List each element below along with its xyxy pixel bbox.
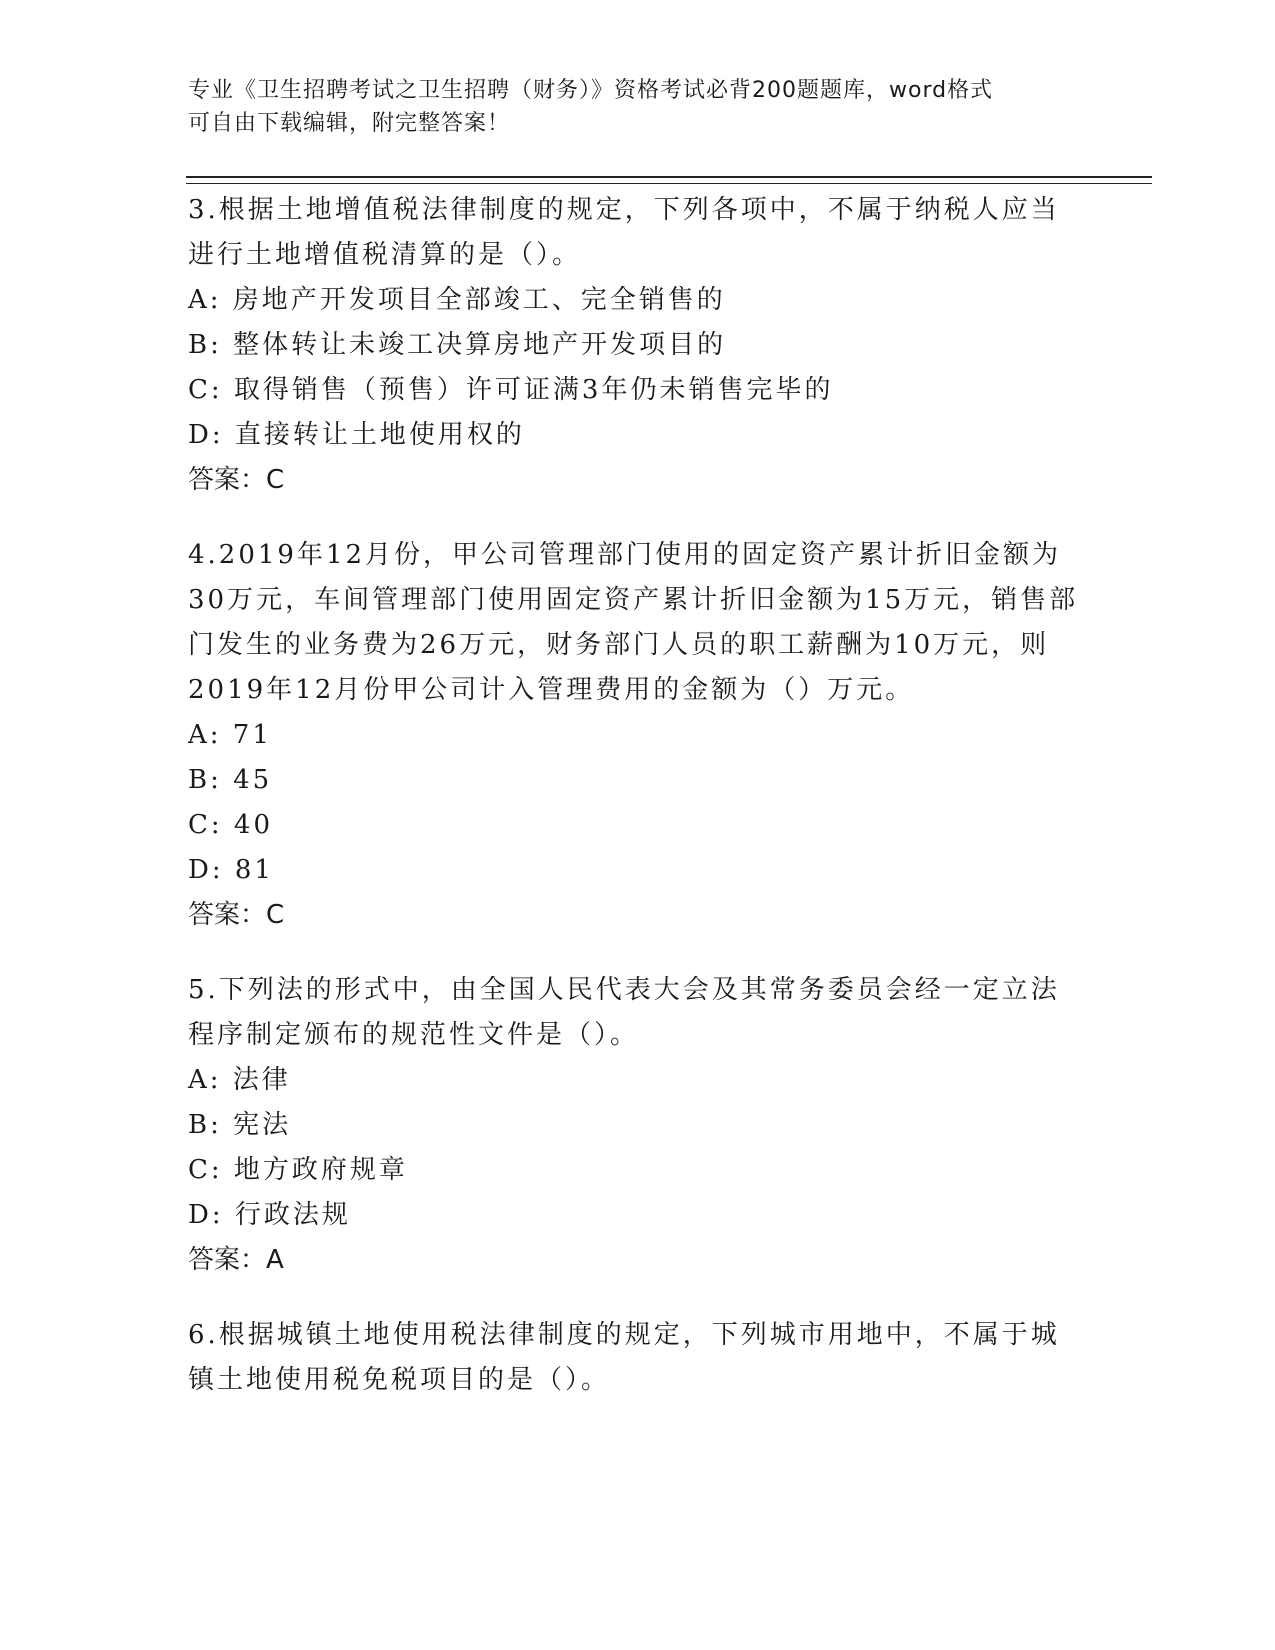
question-stem <box>188 533 1088 713</box>
question-stem <box>188 1313 1088 1403</box>
stem-line: 4.2019年12月份，甲公司管理部门使用的固定资产累计折旧金额为 <box>188 540 1062 570</box>
question-list <box>188 188 1088 1433</box>
stem-line: 3.根据土地增值税法律制度的规定，下列各项中，不属于纳税人应当 <box>188 195 1060 225</box>
option-a: A: 法律 <box>188 1065 291 1095</box>
question-3 <box>188 188 1088 503</box>
option-c: C: 地方政府规章 <box>188 1155 408 1185</box>
option-d: D: 直接转让土地使用权的 <box>188 420 525 450</box>
option-b: B: 45 <box>188 765 273 795</box>
option-a: A: 房地产开发项目全部竣工、完全销售的 <box>188 285 726 315</box>
stem-line: 6.根据城镇土地使用税法律制度的规定，下列城市用地中，不属于城 <box>188 1320 1060 1350</box>
stem-line: 门发生的业务费为26万元，财务部门人员的职工薪酬为10万元，则 <box>188 630 1050 660</box>
question-stem <box>188 188 1088 278</box>
option-d: D: 行政法规 <box>188 1200 351 1230</box>
option-a: A: 71 <box>188 720 272 750</box>
option-b: B: 整体转让未竣工决算房地产开发项目的 <box>188 330 727 360</box>
stem-line: 30万元，车间管理部门使用固定资产累计折旧金额为15万元，销售部 <box>188 585 1079 615</box>
stem-line: 镇土地使用税免税项目的是（）。 <box>188 1365 611 1395</box>
header-divider-thin <box>186 183 1152 184</box>
question-4 <box>188 533 1088 938</box>
question-stem <box>188 968 1088 1058</box>
option-c: C: 取得销售（预售）许可证满3年仍未销售完毕的 <box>188 375 834 405</box>
question-5 <box>188 968 1088 1283</box>
header-divider-thick <box>186 176 1152 178</box>
header-line-2: 可自由下载编辑，附完整答案！ <box>188 111 511 136</box>
stem-line: 进行土地增值税清算的是（）。 <box>188 240 582 270</box>
stem-line: 2019年12月份甲公司计入管理费用的金额为（）万元。 <box>188 675 915 705</box>
answer: 答案：A <box>188 1245 284 1275</box>
question-6 <box>188 1313 1088 1403</box>
option-b: B: 宪法 <box>188 1110 292 1140</box>
stem-line: 5.下列法的形式中，由全国人民代表大会及其常务委员会经一定立法 <box>188 975 1060 1005</box>
option-d: D: 81 <box>188 855 274 885</box>
stem-line: 程序制定颁布的规范性文件是（）。 <box>188 1020 640 1050</box>
answer: 答案：C <box>188 465 285 495</box>
answer: 答案：C <box>188 900 285 930</box>
option-c: C: 40 <box>188 810 274 840</box>
header-line-1: 专业《卫生招聘考试之卫生招聘（财务）》资格考试必背200题题库，word格式 <box>188 78 994 103</box>
document-header <box>188 74 1088 140</box>
